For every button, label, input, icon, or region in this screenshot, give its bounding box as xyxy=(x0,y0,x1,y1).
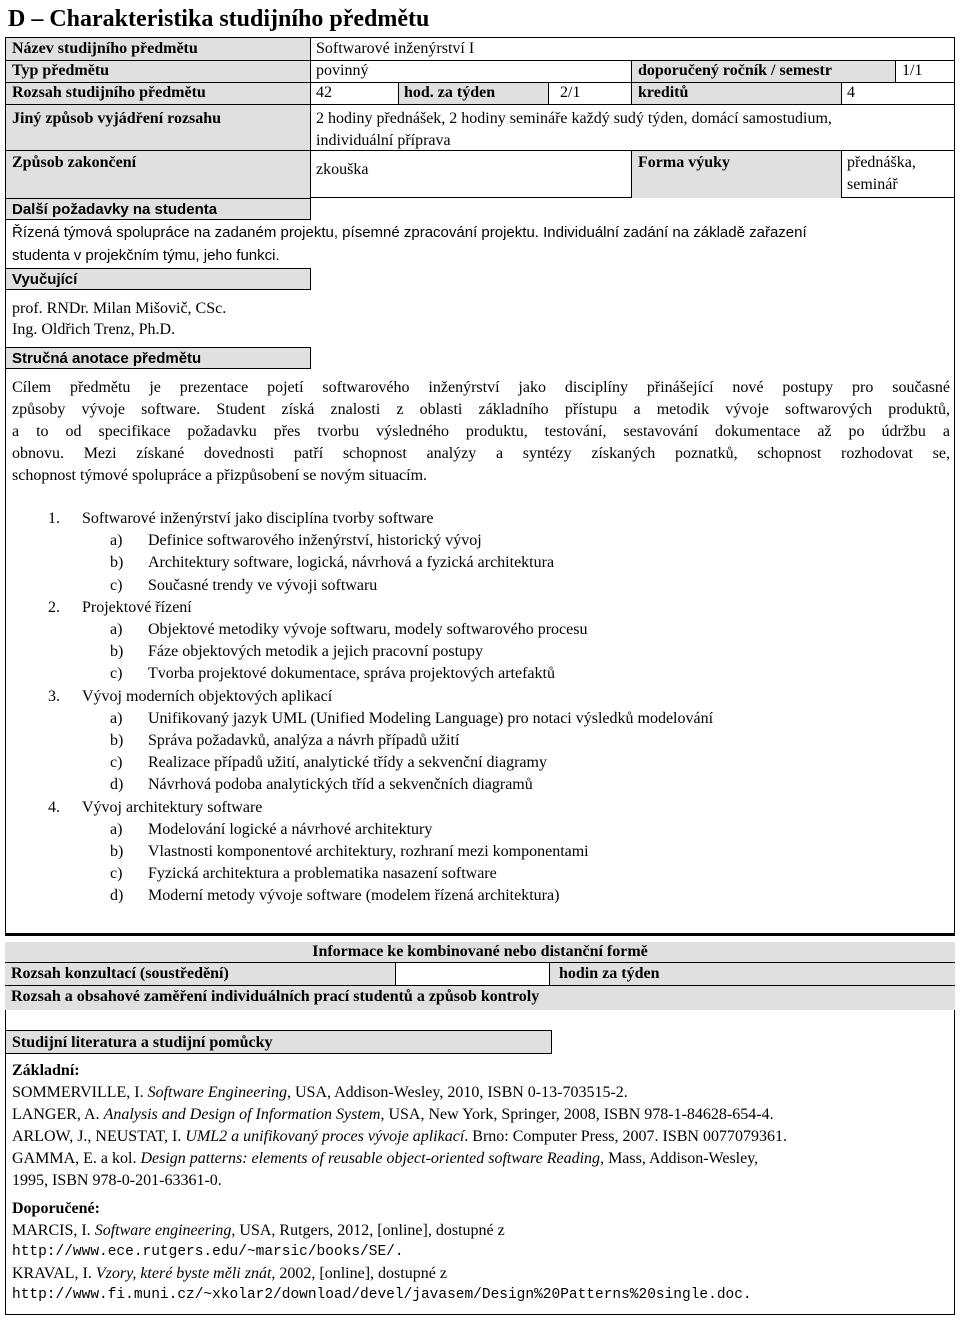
outline-item-letter: a) xyxy=(110,821,123,838)
reference-details: , Mass, Addison-Wesley, xyxy=(600,1150,759,1167)
outline-section-title: Vývoj architektury software xyxy=(82,799,263,816)
outline-item-letter: c) xyxy=(110,865,123,882)
reference-title: Design patterns: elements of reusable object-oriented software Reading xyxy=(140,1150,601,1167)
jiny-value-line1: 2 hodiny přednášek, 2 hodiny semináře každý sudý týden, domácí samostudium, xyxy=(316,110,832,127)
reference-entry xyxy=(12,1265,447,1283)
reference-url-link[interactable]: http://www.fi.muni.cz/~xkolar2/download/devel/javasem/Design%20Patterns%20single.doc. xyxy=(12,1287,752,1303)
reference-entry xyxy=(12,1084,628,1102)
outline-number: 3. xyxy=(48,688,60,705)
outline-section-title: Vývoj moderních objektových aplikací xyxy=(82,688,333,705)
outline-item-letter: d) xyxy=(110,887,124,904)
outline-item-text: Návrhová podoba analytických tříd a sekvenčních diagramů xyxy=(148,776,533,793)
outline-item-text: Definice softwarového inženýrství, historický vývoj xyxy=(148,532,482,549)
course-header-table xyxy=(5,37,955,198)
page-title: D – Charakteristika studijního předmětu xyxy=(8,6,430,32)
outline-item-letter: b) xyxy=(110,843,124,860)
hod-value: 2/1 xyxy=(560,84,581,101)
literatura-label: Studijní literatura a studijní pomůcky xyxy=(12,1034,273,1051)
nazev-value: Softwarové inženýrství I xyxy=(316,40,475,57)
outline-section-title: Softwarové inženýrství jako disciplína tvorby software xyxy=(82,510,434,527)
outline-item-letter: c) xyxy=(110,665,123,682)
anotace-line: způsoby vývoje software. Student získá znalosti z oblasti základního přístupu a metodik vývoje softwarových produktů, xyxy=(12,401,950,418)
jiny-value-line2: individuální příprava xyxy=(316,132,451,149)
rocnik-value: 1/1 xyxy=(902,62,923,79)
outline-item-letter: b) xyxy=(110,643,124,660)
outline-item-text: Současné trendy ve vývoji softwaru xyxy=(148,577,378,594)
kredity-label: kreditů xyxy=(638,84,689,101)
outline-item-text: Fáze objektových metodik a jejich pracovní postupy xyxy=(148,643,484,660)
forma-value-line1: přednáška, xyxy=(847,154,916,171)
vyucujici-name-2: Ing. Oldřich Trenz, Ph.D. xyxy=(12,321,176,338)
outline-item-letter: a) xyxy=(110,532,123,549)
typ-value: povinný xyxy=(316,62,369,79)
forma-value-line2: seminář xyxy=(847,176,898,193)
reference-author: LANGER, A. xyxy=(12,1106,104,1123)
reference-details-continued: 1995, ISBN 978-0-201-63361-0. xyxy=(12,1172,222,1189)
outline-section-title: Projektové řízení xyxy=(82,599,192,616)
forma-label: Forma výuky xyxy=(638,154,730,171)
anotace-text xyxy=(12,377,950,487)
reference-entry xyxy=(12,1128,787,1146)
rocnik-label: doporučený ročník / semestr xyxy=(638,62,832,79)
reference-title: Analysis and Design of Information System xyxy=(103,1106,381,1123)
outline-item-text: Modelování logické a návrhové architektury xyxy=(148,821,433,838)
reference-title: UML2 a unifikovaný proces vývoje aplikací xyxy=(185,1128,465,1145)
reference-details: , 2002, [online], dostupné z xyxy=(271,1265,447,1282)
reference-entry xyxy=(12,1106,774,1124)
individualni-prace-label: Rozsah a obsahové zaměření individuálních prací studentů a způsob kontroly xyxy=(11,988,540,1005)
kombinovane-header: Informace ke kombinované nebo distanční formě xyxy=(312,943,648,960)
literatura-section xyxy=(5,1010,955,1315)
doporucene-label: Doporučené: xyxy=(12,1200,100,1217)
anotace-line: obnovu. Mezi získané dovednosti patří schopnost analýzy a syntézy získaných poznatků, schopnost rozhodovat se, xyxy=(12,445,950,462)
reference-author: MARCIS, I. xyxy=(12,1222,95,1239)
konzultace-value-field xyxy=(395,963,550,985)
dalsi-line1: Řízená týmová spolupráce na zadaném projektu, písemné zpracování projektu. Individuální zadání na základě zařazení xyxy=(12,224,807,241)
anotace-line: schopnost týmové spolupráce a přizpůsobení se novým situacím. xyxy=(12,467,428,484)
reference-title: Software engineering xyxy=(94,1222,232,1239)
reference-entry xyxy=(12,1150,758,1168)
reference-url-link[interactable]: http://www.ece.rutgers.edu/~marsic/books/SE/. xyxy=(12,1244,404,1260)
rozsah-label: Rozsah studijního předmětu xyxy=(12,84,206,101)
dalsi-label: Další požadavky na studenta xyxy=(12,201,218,218)
outline-item-text: Fyzická architektura a problematika nasazení software xyxy=(148,865,497,882)
outline-item-text: Moderní metody vývoje software (modelem řízená architektura) xyxy=(148,887,560,904)
jiny-label: Jiný způsob vyjádření rozsahu xyxy=(12,110,222,127)
reference-author: SOMMERVILLE, I. xyxy=(12,1084,148,1101)
anotace-line: a to od specifikace požadavku přes tvorbu výsledného produktu, testování, sestavování dokumentace až po údržbu a xyxy=(12,423,950,440)
outline-item-text: Unifikovaný jazyk UML (Unified Modeling Language) pro notaci výsledků modelování xyxy=(148,710,714,727)
hod-label: hod. za týden xyxy=(404,84,496,101)
reference-author: KRAVAL, I. xyxy=(12,1265,96,1282)
reference-details: , USA, New York, Springer, 2008, ISBN 978-1-84628-654-4. xyxy=(380,1106,774,1123)
reference-author: ARLOW, J., NEUSTAT, I. xyxy=(12,1128,186,1145)
hodin-label: hodin za týden xyxy=(559,965,660,982)
vyucujici-name-1: prof. RNDr. Milan Mišovič, CSc. xyxy=(12,300,227,317)
reference-details: , USA, Rutgers, 2012, [online], dostupné z xyxy=(231,1222,505,1239)
outline-item-letter: b) xyxy=(110,732,124,749)
zpusob-label: Způsob zakončení xyxy=(12,154,137,171)
kombinovane-section xyxy=(5,934,955,1010)
reference-entry xyxy=(12,1222,505,1240)
outline-item-text: Vlastnosti komponentové architektury, rozhraní mezi komponentami xyxy=(148,843,589,860)
outline-item-letter: a) xyxy=(110,621,123,638)
typ-label: Typ předmětu xyxy=(12,62,110,79)
kredity-value: 4 xyxy=(847,84,855,101)
outline-item-letter: c) xyxy=(110,577,123,594)
outline-item-text: Tvorba projektové dokumentace, správa projektových artefaktů xyxy=(148,665,555,682)
vyucujici-label: Vyučující xyxy=(12,271,78,288)
outline-number: 4. xyxy=(48,799,60,816)
course-body xyxy=(5,198,955,934)
reference-details: . Brno: Computer Press, 2007. ISBN 0077079361. xyxy=(464,1128,787,1145)
outline-item-text: Realizace případů užití, analytické třídy a sekvenční diagramy xyxy=(148,754,547,771)
zpusob-value: zkouška xyxy=(316,161,369,178)
nazev-label: Název studijního předmětu xyxy=(12,40,198,57)
outline-item-text: Objektové metodiky vývoje softwaru, modely softwarového procesu xyxy=(148,621,588,638)
outline-number: 1. xyxy=(48,510,60,527)
reference-title: Vzory, které byste měli znát xyxy=(95,1265,272,1282)
zakladni-label: Základní: xyxy=(12,1062,80,1079)
outline-item-letter: b) xyxy=(110,554,124,571)
reference-author: GAMMA, E. a kol. xyxy=(12,1150,141,1167)
outline-item-letter: d) xyxy=(110,776,124,793)
anotace-label: Stručná anotace předmětu xyxy=(12,350,202,367)
outline-item-text: Správa požadavků, analýza a návrh případů užití xyxy=(148,732,460,749)
outline-item-letter: c) xyxy=(110,754,123,771)
outline-item-letter: a) xyxy=(110,710,123,727)
rozsah-value: 42 xyxy=(316,84,332,101)
dalsi-line2: studenta v projekčním týmu, jeho funkci. xyxy=(12,247,280,264)
reference-title: Software Engineering xyxy=(147,1084,287,1101)
outline-number: 2. xyxy=(48,599,60,616)
konzultace-label: Rozsah konzultací (soustředění) xyxy=(11,965,229,982)
outline-item-text: Architektury software, logická, návrhová a fyzická architektura xyxy=(148,554,555,571)
anotace-line: Cílem předmětu je prezentace pojetí softwarového inženýrství jako disciplíny přinášející nové postupy pro současné xyxy=(12,379,950,396)
reference-details: , USA, Addison-Wesley, 2010, ISBN 0-13-703515-2. xyxy=(287,1084,628,1101)
